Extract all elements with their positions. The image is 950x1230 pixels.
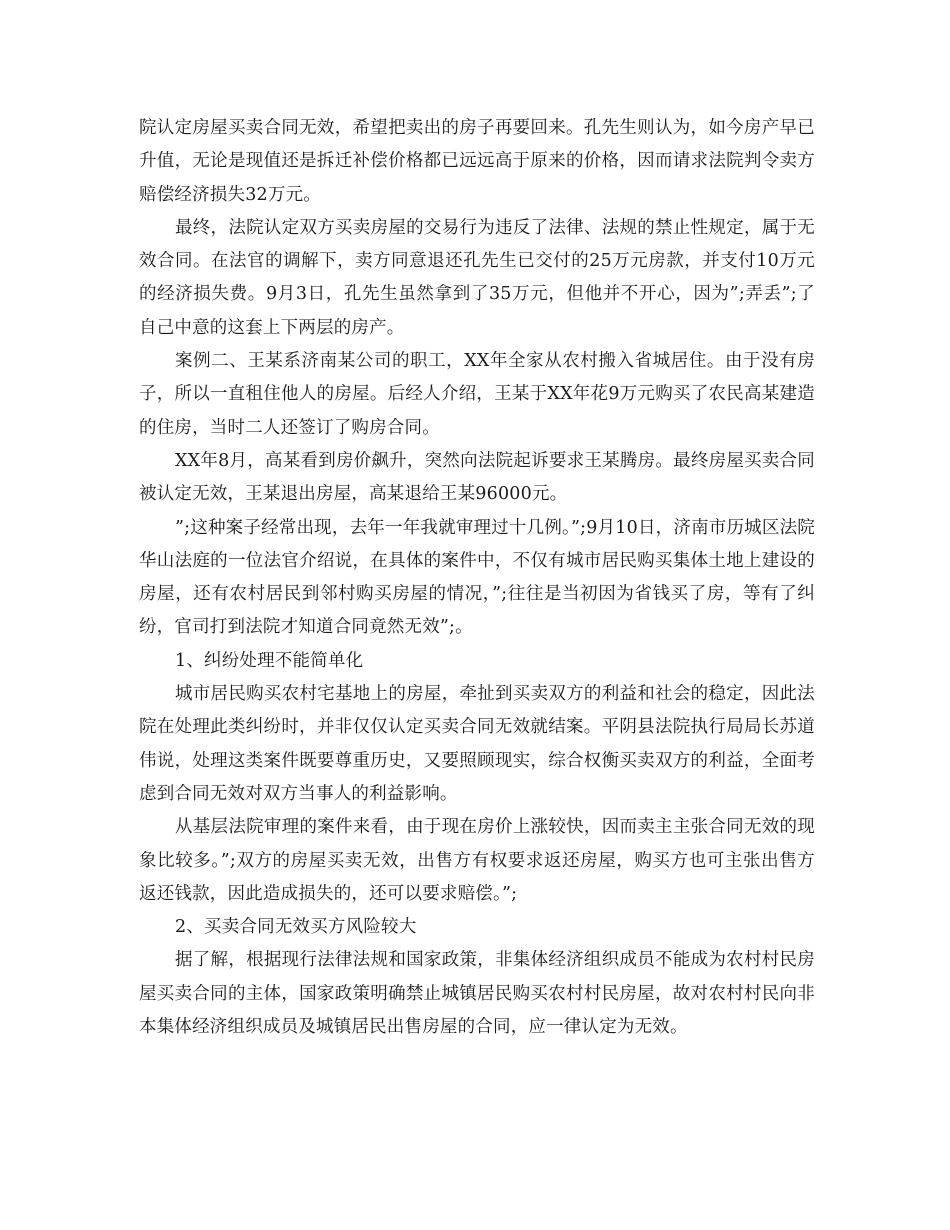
paragraph-2: 最终，法院认定双方买卖房屋的交易行为违反了法律、法规的禁止性规定，属于无效合同。在法官的调解下，卖方同意退还孔先生已交付的25万元房款，并支付10万元的经济损失费。9月3日，孔先生虽然拿到了35万元，但他并不开心，因为”;弄丢”;了自己中意的这套上下两层的房产。 bbox=[139, 217, 815, 338]
paragraph-7: 从基层法院审理的案件来看，由于现在房价上涨较快，因而卖主主张合同无效的现象比较多。”;双方的房屋买卖无效，出售方有权要求返还房屋，购买方也可主张出售方返还钱款，因此造成损失的，还可以要求赔偿。”; bbox=[139, 817, 815, 904]
paragraph-1: 院认定房屋买卖合同无效，希望把卖出的房子再要回来。孔先生则认为，如今房产早已升值，无论是现值还是拆迁补偿价格都已远远高于原来的价格，因而请求法院判令卖方赔偿经济损失32万元。 bbox=[139, 118, 815, 205]
paragraph-4: XX年8月，高某看到房价飙升，突然向法院起诉要求王某腾房。最终房屋买卖合同被认定无效，王某退出房屋，高某退给王某96000元。 bbox=[139, 450, 815, 505]
paragraph-6: 城市居民购买农村宅基地上的房屋，牵扯到买卖双方的利益和社会的稳定，因此法院在处理此类纠纷时，并非仅仅认定买卖合同无效就结案。平阴县法院执行局局长苏道伟说，处理这类案件既要尊重历史，又要照顾现实，综合权衡买卖双方的利益，全面考虑到合同无效对双方当事人的利益影响。 bbox=[139, 684, 815, 804]
paragraph-3: 案例二、王某系济南某公司的职工，XX年全家从农村搬入省城居住。由于没有房子，所以一直租住他人的房屋。后经人介绍，王某于XX年花9万元购买了农民高某建造的住房，当时二人还签订了购房合同。 bbox=[139, 351, 815, 438]
paragraph-8: 据了解，根据现行法律法规和国家政策，非集体经济组织成员不能成为农村村民房屋买卖合同的主体，国家政策明确禁止城镇居民购买农村村民房屋，故对农村村民向非本集体经济组织成员及城镇居民出售房屋的合同，应一律认定为无效。 bbox=[139, 950, 815, 1038]
document-page bbox=[139, 112, 815, 1044]
section-heading-2: 2、买卖合同无效买方风险较大 bbox=[175, 917, 417, 938]
paragraph-5: ”;这种案子经常出现，去年一年我就审理过十几例。”;9月10日，济南市历城区法院华山法庭的一位法官介绍说，在具体的案件中，不仅有城市居民购买集体土地上建设的房屋，还有农村居民到邻村购买房屋的情况，”;往往是当初因为省钱买了房，等有了纠纷，官司打到法院才知道合同竟然无效”;。 bbox=[139, 517, 815, 638]
section-heading-1: 1、纠纷处理不能简单化 bbox=[175, 650, 364, 671]
